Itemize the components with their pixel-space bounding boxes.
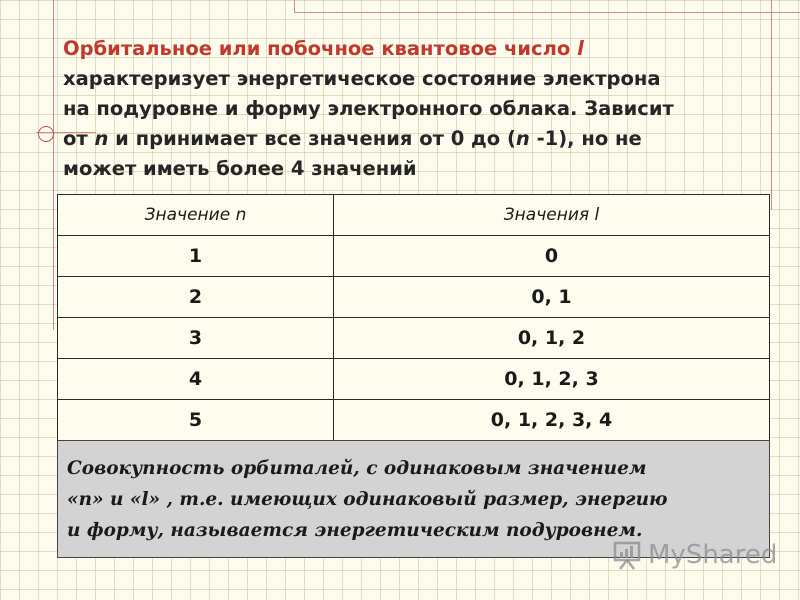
- column-header-l: Значения l: [334, 195, 770, 236]
- note-line-2: «n» и «l» , т.е. имеющих одинаковый размер, энергию: [67, 489, 668, 510]
- heading-symbol-n: n: [94, 127, 109, 150]
- table-cell-n: 2: [58, 277, 334, 318]
- heading-line-4-post: -1), но не: [529, 127, 642, 150]
- table-row: [58, 277, 770, 318]
- table-row: [58, 318, 770, 359]
- table-row: [58, 236, 770, 277]
- watermark-text: MyShared: [648, 540, 778, 570]
- table-row: [58, 359, 770, 400]
- heading-line-1: [63, 34, 763, 64]
- note-line-1: Совокупность орбиталей, с одинаковым значением: [67, 458, 647, 479]
- watermark: [612, 538, 777, 572]
- table-cell-n: 5: [58, 400, 334, 441]
- margin-line-right: [771, 0, 772, 210]
- heading-line-4-mid: и принимает все значения от 0 до (: [108, 127, 516, 150]
- heading-symbol-n-2: n: [515, 127, 530, 150]
- margin-crosshair: [38, 126, 54, 142]
- table-row: [58, 400, 770, 441]
- table-cell-l: 0, 1, 2, 3: [334, 359, 770, 400]
- table-cell-l: 0, 1, 2: [334, 318, 770, 359]
- table-cell-l: 0, 1: [334, 277, 770, 318]
- column-header-n: Значение n: [58, 195, 334, 236]
- table-cell-l: 0, 1, 2, 3, 4: [334, 400, 770, 441]
- heading-line-5: может иметь более 4 значений: [63, 157, 417, 180]
- presentation-board-icon: [612, 540, 644, 570]
- heading-line-2: характеризует энергетическое состояние электрона: [63, 67, 661, 90]
- note-line-3: и форму, называется энергетическим подуровнем.: [67, 520, 643, 541]
- heading-line-4: [63, 124, 763, 154]
- heading-line-3: на подуровне и форму электронного облака. Зависит: [63, 97, 674, 120]
- heading-line-4-pre: от: [63, 127, 95, 150]
- table-cell-n: 1: [58, 236, 334, 277]
- heading-red-symbol: l: [577, 37, 584, 60]
- margin-line-left: [53, 0, 54, 330]
- table-cell-l: 0: [334, 236, 770, 277]
- quantum-number-table: [57, 194, 770, 441]
- heading-red-text: Орбитальное или побочное квантовое число: [63, 37, 578, 60]
- table-header-row: [58, 195, 770, 236]
- table-cell-n: 4: [58, 359, 334, 400]
- heading-paragraph: [63, 34, 763, 184]
- margin-line-top: [294, 12, 800, 13]
- margin-line-top-right: [294, 0, 295, 12]
- table-cell-n: 3: [58, 318, 334, 359]
